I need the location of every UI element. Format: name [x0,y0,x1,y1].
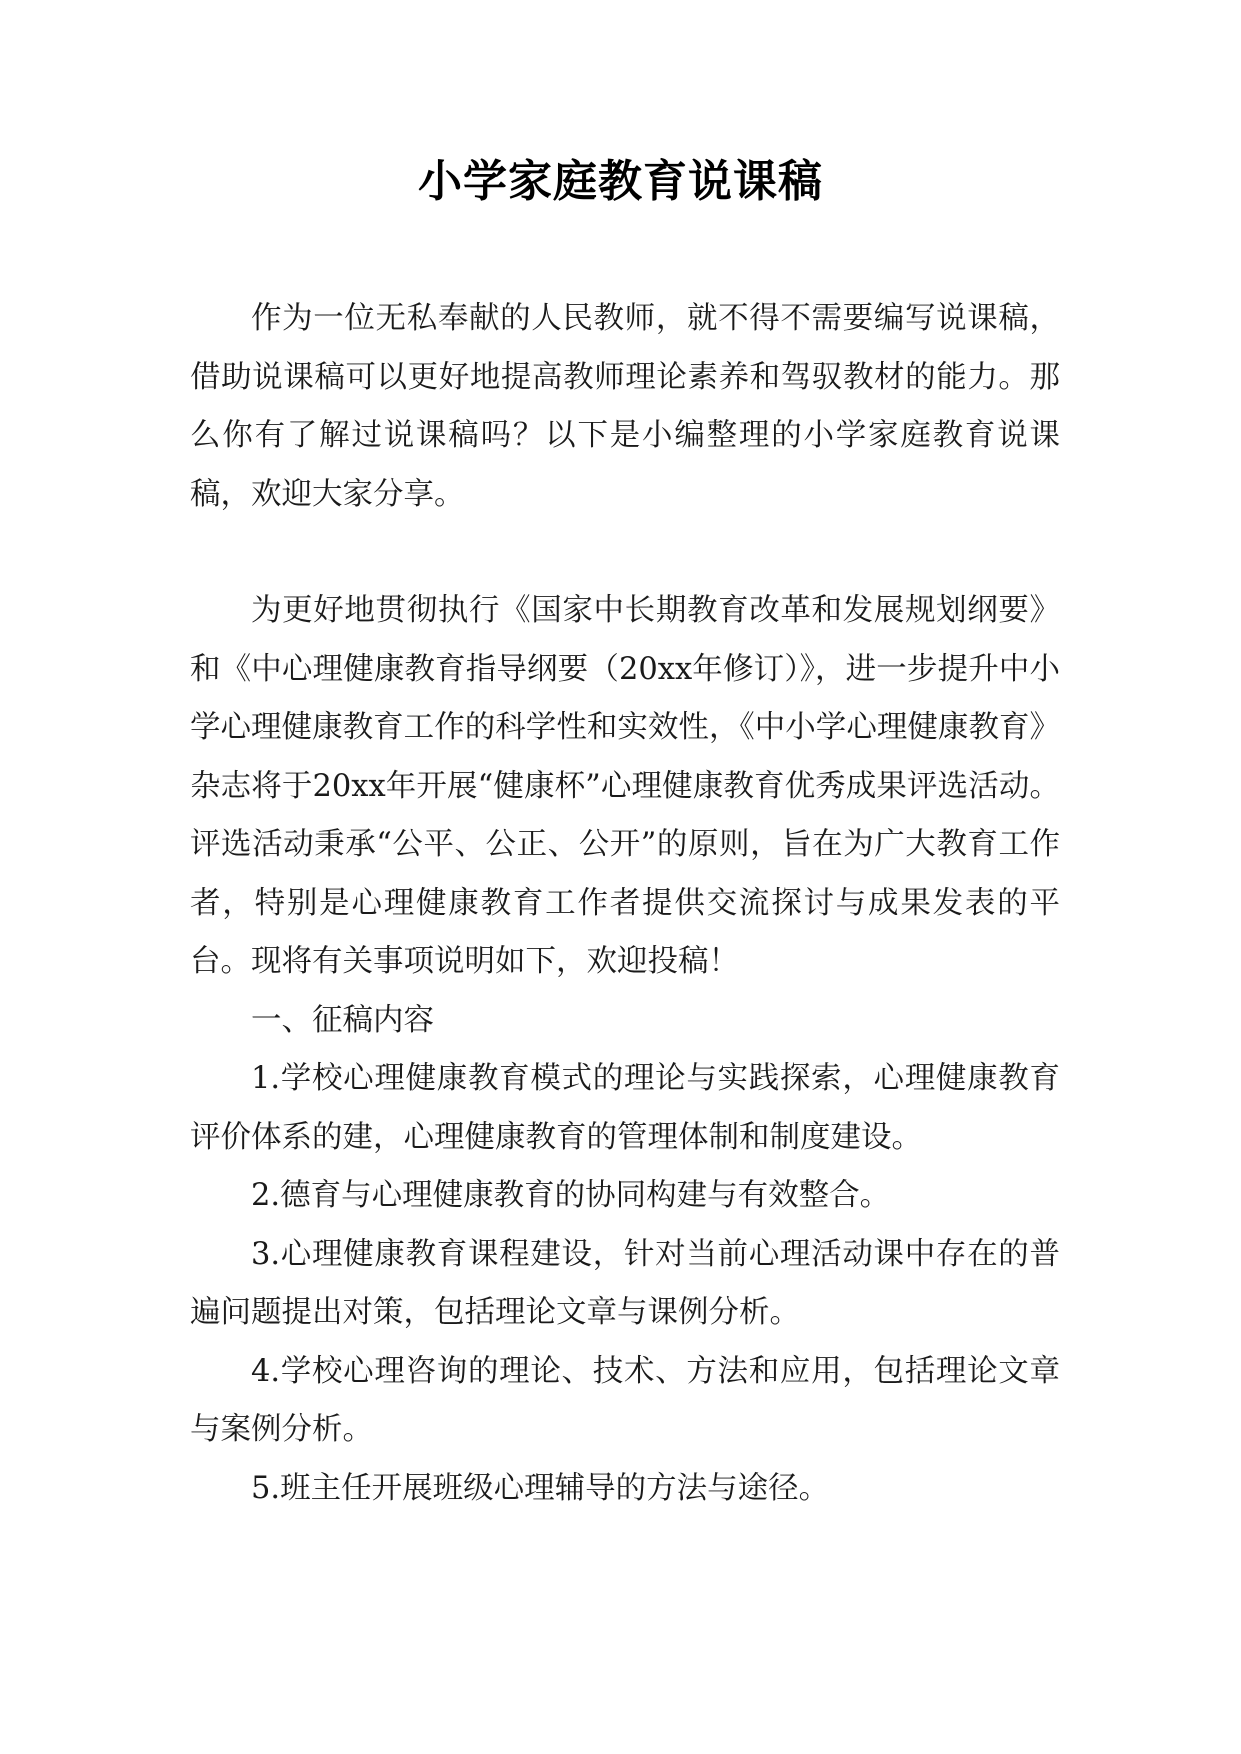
list-item-1: 1.学校心理健康教育模式的理论与实践探索，心理健康教育评价体系的建，心理健康教育的管理体制和制度建设。 [190,1061,1060,1155]
intro-paragraph: 作为一位无私奉献的人民教师，就不得不需要编写说课稿，借助说课稿可以更好地提高教师理论素养和驾驭教材的能力。那么你有了解过说课稿吗？以下是小编整理的小学家庭教育说课稿，欢迎大家分享。 [190,301,1060,512]
section-heading: 一、征稿内容 [251,1002,434,1038]
document-body [190,290,1060,1518]
list-item-3: 3.心理健康教育课程建设，针对当前心理活动课中存在的普遍问题提出对策，包括理论文章与课例分析。 [190,1236,1060,1330]
list-item-2: 2.德育与心理健康教育的协同构建与有效整合。 [251,1178,891,1213]
paragraph-gap [190,524,1060,582]
document-title: 小学家庭教育说课稿 [418,156,823,207]
list-item-5: 5.班主任开展班级心理辅导的方法与途径。 [251,1470,830,1506]
list-item-4: 4.学校心理咨询的理论、技术、方法和应用，包括理论文章与案例分析。 [190,1353,1060,1447]
notice-paragraph: 为更好地贯彻执行《国家中长期教育改革和发展规划纲要》和《中心理健康教育指导纲要（20xx年修订）》，进一步提升中小学心理健康教育工作的科学性和实效性，《中小学心理健康教育》杂志将于20xx年开展“健康杯”心理健康教育优秀成果评选活动。评选活动秉承“公平、公正、公开”的原则，旨在为广大教育工作者，特别是心理健康教育工作者提供交流探讨与成果发表的平台。现将有关事项说明如下，欢迎投稿！ [190,593,1060,979]
